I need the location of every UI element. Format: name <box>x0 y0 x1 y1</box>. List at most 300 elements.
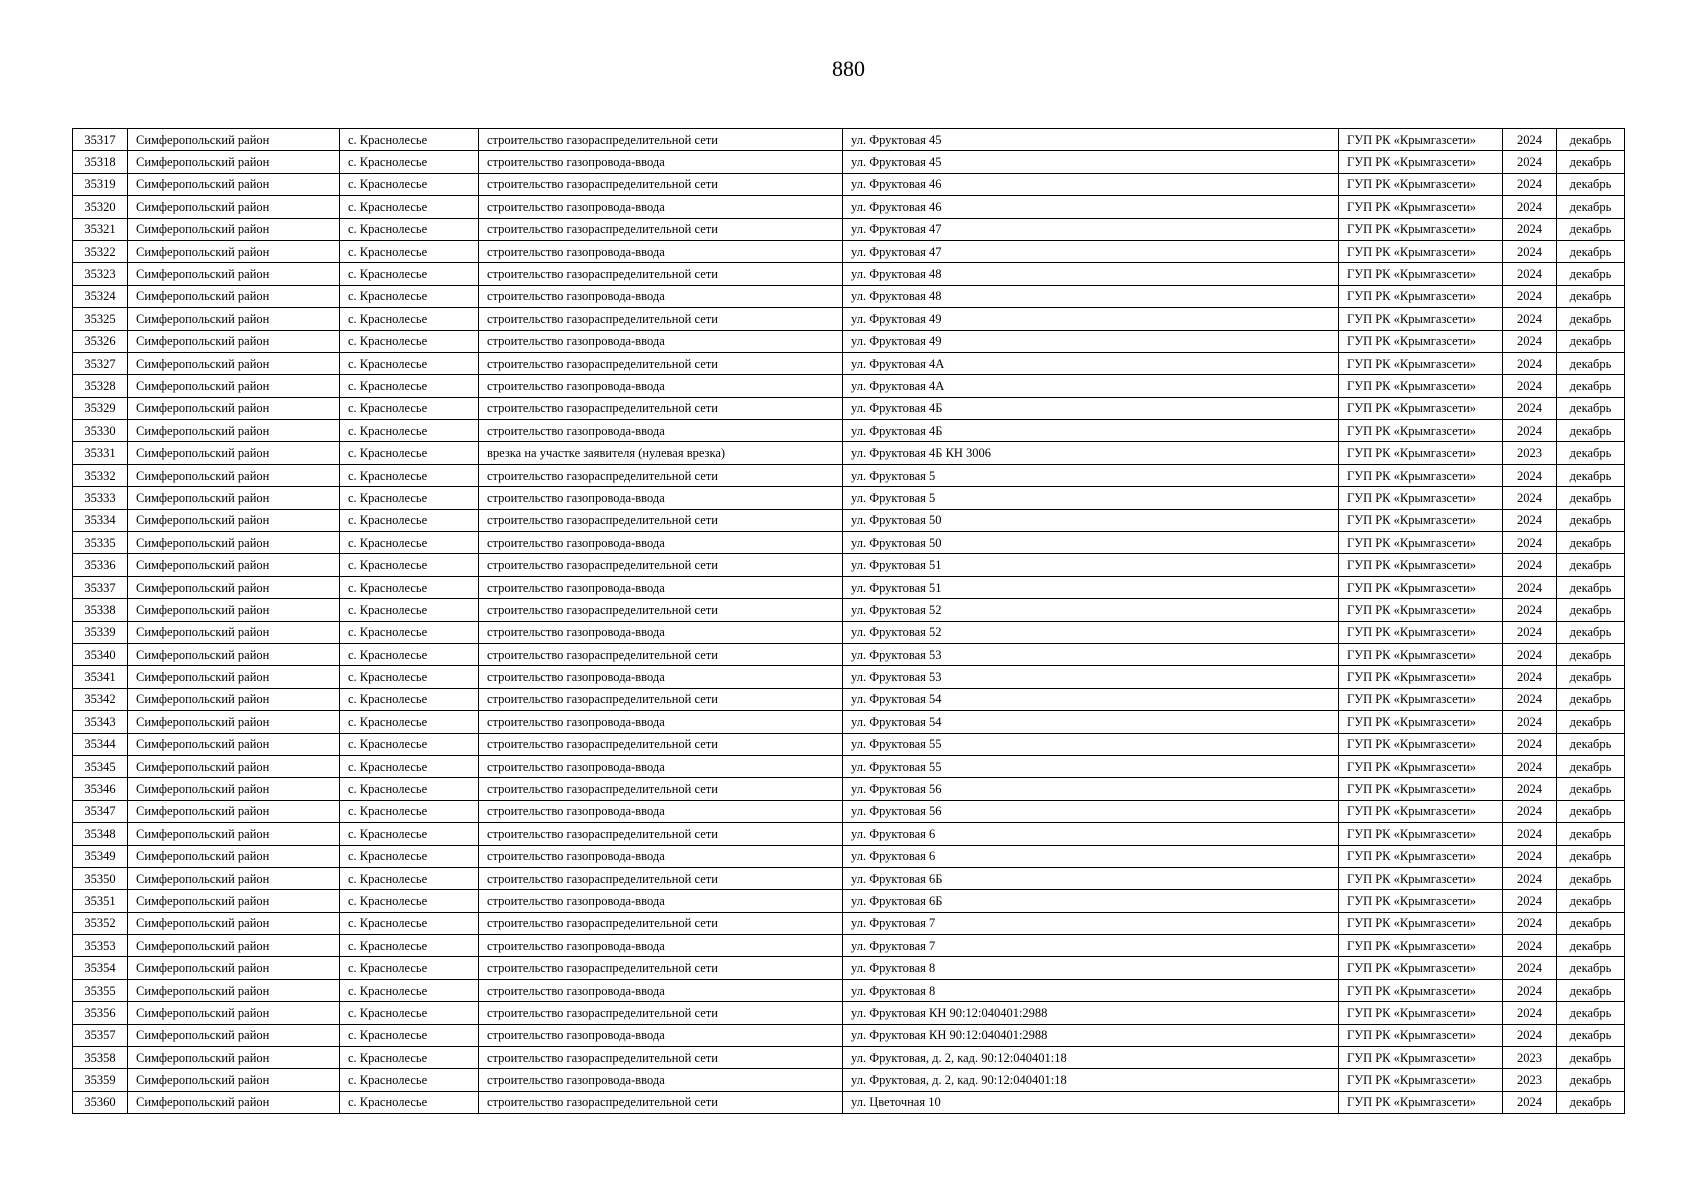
work-type-cell: строительство газораспределительной сети <box>479 867 843 889</box>
organization-cell: ГУП РК «Крымгазсети» <box>1339 1091 1503 1113</box>
record-number: 35340 <box>73 643 128 665</box>
year-cell: 2024 <box>1503 778 1557 800</box>
month-cell: декабрь <box>1557 285 1625 307</box>
organization-cell: ГУП РК «Крымгазсети» <box>1339 599 1503 621</box>
year-cell: 2024 <box>1503 643 1557 665</box>
district-cell: Симферопольский район <box>128 643 340 665</box>
year-cell: 2024 <box>1503 912 1557 934</box>
work-type-cell: строительство газораспределительной сети <box>479 1002 843 1024</box>
work-type-cell: строительство газопровода-ввода <box>479 151 843 173</box>
address-cell: ул. Фруктовая 47 <box>843 218 1339 240</box>
record-number: 35351 <box>73 890 128 912</box>
table-row <box>73 957 1625 979</box>
table-row <box>73 1069 1625 1091</box>
month-cell: декабрь <box>1557 330 1625 352</box>
work-type-cell: строительство газопровода-ввода <box>479 755 843 777</box>
settlement-cell: с. Краснолесье <box>340 643 479 665</box>
district-cell: Симферопольский район <box>128 285 340 307</box>
table-row <box>73 666 1625 688</box>
organization-cell: ГУП РК «Крымгазсети» <box>1339 666 1503 688</box>
month-cell: декабрь <box>1557 845 1625 867</box>
settlement-cell: с. Краснолесье <box>340 845 479 867</box>
district-cell: Симферопольский район <box>128 957 340 979</box>
month-cell: декабрь <box>1557 823 1625 845</box>
record-number: 35317 <box>73 129 128 151</box>
year-cell: 2024 <box>1503 554 1557 576</box>
month-cell: декабрь <box>1557 173 1625 195</box>
district-cell: Симферопольский район <box>128 912 340 934</box>
year-cell: 2024 <box>1503 263 1557 285</box>
table-row <box>73 263 1625 285</box>
organization-cell: ГУП РК «Крымгазсети» <box>1339 397 1503 419</box>
organization-cell: ГУП РК «Крымгазсети» <box>1339 755 1503 777</box>
work-type-cell: строительство газораспределительной сети <box>479 1091 843 1113</box>
work-type-cell: строительство газопровода-ввода <box>479 285 843 307</box>
settlement-cell: с. Краснолесье <box>340 912 479 934</box>
organization-cell: ГУП РК «Крымгазсети» <box>1339 845 1503 867</box>
month-cell: декабрь <box>1557 1069 1625 1091</box>
settlement-cell: с. Краснолесье <box>340 464 479 486</box>
table-row <box>73 711 1625 733</box>
organization-cell: ГУП РК «Крымгазсети» <box>1339 1002 1503 1024</box>
address-cell: ул. Фруктовая 55 <box>843 733 1339 755</box>
month-cell: декабрь <box>1557 621 1625 643</box>
year-cell: 2024 <box>1503 196 1557 218</box>
work-type-cell: строительство газопровода-ввода <box>479 711 843 733</box>
settlement-cell: с. Краснолесье <box>340 957 479 979</box>
organization-cell: ГУП РК «Крымгазсети» <box>1339 487 1503 509</box>
work-type-cell: строительство газораспределительной сети <box>479 218 843 240</box>
work-type-cell: строительство газораспределительной сети <box>479 733 843 755</box>
district-cell: Симферопольский район <box>128 1047 340 1069</box>
address-cell: ул. Фруктовая 52 <box>843 599 1339 621</box>
table-row <box>73 599 1625 621</box>
month-cell: декабрь <box>1557 733 1625 755</box>
district-cell: Симферопольский район <box>128 1091 340 1113</box>
district-cell: Симферопольский район <box>128 576 340 598</box>
settlement-cell: с. Краснолесье <box>340 420 479 442</box>
district-cell: Симферопольский район <box>128 420 340 442</box>
record-number: 35338 <box>73 599 128 621</box>
organization-cell: ГУП РК «Крымгазсети» <box>1339 688 1503 710</box>
district-cell: Симферопольский район <box>128 599 340 621</box>
year-cell: 2024 <box>1503 755 1557 777</box>
month-cell: декабрь <box>1557 935 1625 957</box>
work-type-cell: врезка на участке заявителя (нулевая врезка) <box>479 442 843 464</box>
address-cell: ул. Фруктовая 48 <box>843 285 1339 307</box>
record-number: 35356 <box>73 1002 128 1024</box>
work-type-cell: строительство газопровода-ввода <box>479 532 843 554</box>
year-cell: 2024 <box>1503 1002 1557 1024</box>
settlement-cell: с. Краснолесье <box>340 218 479 240</box>
settlement-cell: с. Краснолесье <box>340 308 479 330</box>
address-cell: ул. Цветочная 10 <box>843 1091 1339 1113</box>
year-cell: 2024 <box>1503 935 1557 957</box>
settlement-cell: с. Краснолесье <box>340 755 479 777</box>
address-cell: ул. Фруктовая 45 <box>843 129 1339 151</box>
work-type-cell: строительство газопровода-ввода <box>479 666 843 688</box>
year-cell: 2024 <box>1503 688 1557 710</box>
year-cell: 2024 <box>1503 173 1557 195</box>
address-cell: ул. Фруктовая 49 <box>843 308 1339 330</box>
settlement-cell: с. Краснолесье <box>340 240 479 262</box>
table-row <box>73 733 1625 755</box>
organization-cell: ГУП РК «Крымгазсети» <box>1339 823 1503 845</box>
organization-cell: ГУП РК «Крымгазсети» <box>1339 621 1503 643</box>
table-row <box>73 285 1625 307</box>
year-cell: 2024 <box>1503 308 1557 330</box>
table-row <box>73 173 1625 195</box>
month-cell: декабрь <box>1557 532 1625 554</box>
record-number: 35346 <box>73 778 128 800</box>
month-cell: декабрь <box>1557 957 1625 979</box>
record-number: 35321 <box>73 218 128 240</box>
district-cell: Симферопольский район <box>128 1002 340 1024</box>
month-cell: декабрь <box>1557 151 1625 173</box>
settlement-cell: с. Краснолесье <box>340 532 479 554</box>
record-number: 35347 <box>73 800 128 822</box>
address-cell: ул. Фруктовая 47 <box>843 240 1339 262</box>
year-cell: 2024 <box>1503 397 1557 419</box>
settlement-cell: с. Краснолесье <box>340 711 479 733</box>
year-cell: 2024 <box>1503 867 1557 889</box>
month-cell: декабрь <box>1557 196 1625 218</box>
record-number: 35319 <box>73 173 128 195</box>
district-cell: Симферопольский район <box>128 711 340 733</box>
organization-cell: ГУП РК «Крымгазсети» <box>1339 979 1503 1001</box>
district-cell: Симферопольский район <box>128 218 340 240</box>
district-cell: Симферопольский район <box>128 733 340 755</box>
record-number: 35348 <box>73 823 128 845</box>
table-row <box>73 308 1625 330</box>
record-number: 35337 <box>73 576 128 598</box>
table-row <box>73 867 1625 889</box>
month-cell: декабрь <box>1557 1024 1625 1046</box>
month-cell: декабрь <box>1557 912 1625 934</box>
district-cell: Симферопольский район <box>128 935 340 957</box>
record-number: 35335 <box>73 532 128 554</box>
table-row <box>73 979 1625 1001</box>
work-type-cell: строительство газораспределительной сети <box>479 823 843 845</box>
record-number: 35324 <box>73 285 128 307</box>
table-row <box>73 129 1625 151</box>
month-cell: декабрь <box>1557 487 1625 509</box>
district-cell: Симферопольский район <box>128 196 340 218</box>
district-cell: Симферопольский район <box>128 308 340 330</box>
address-cell: ул. Фруктовая 7 <box>843 912 1339 934</box>
district-cell: Симферопольский район <box>128 800 340 822</box>
month-cell: декабрь <box>1557 308 1625 330</box>
settlement-cell: с. Краснолесье <box>340 1047 479 1069</box>
work-type-cell: строительство газопровода-ввода <box>479 240 843 262</box>
month-cell: декабрь <box>1557 218 1625 240</box>
organization-cell: ГУП РК «Крымгазсети» <box>1339 912 1503 934</box>
record-number: 35360 <box>73 1091 128 1113</box>
work-type-cell: строительство газопровода-ввода <box>479 576 843 598</box>
year-cell: 2024 <box>1503 979 1557 1001</box>
month-cell: декабрь <box>1557 778 1625 800</box>
address-cell: ул. Фруктовая 49 <box>843 330 1339 352</box>
record-number: 35339 <box>73 621 128 643</box>
organization-cell: ГУП РК «Крымгазсети» <box>1339 509 1503 531</box>
register-body <box>73 129 1625 1114</box>
settlement-cell: с. Краснолесье <box>340 1069 479 1091</box>
settlement-cell: с. Краснолесье <box>340 979 479 1001</box>
settlement-cell: с. Краснолесье <box>340 890 479 912</box>
settlement-cell: с. Краснолесье <box>340 285 479 307</box>
organization-cell: ГУП РК «Крымгазсети» <box>1339 1069 1503 1091</box>
month-cell: декабрь <box>1557 643 1625 665</box>
organization-cell: ГУП РК «Крымгазсети» <box>1339 532 1503 554</box>
district-cell: Симферопольский район <box>128 688 340 710</box>
work-type-cell: строительство газораспределительной сети <box>479 957 843 979</box>
record-number: 35330 <box>73 420 128 442</box>
organization-cell: ГУП РК «Крымгазсети» <box>1339 733 1503 755</box>
work-type-cell: строительство газопровода-ввода <box>479 1069 843 1091</box>
year-cell: 2024 <box>1503 352 1557 374</box>
record-number: 35332 <box>73 464 128 486</box>
table-row <box>73 240 1625 262</box>
settlement-cell: с. Краснолесье <box>340 733 479 755</box>
work-type-cell: строительство газораспределительной сети <box>479 263 843 285</box>
work-type-cell: строительство газораспределительной сети <box>479 599 843 621</box>
table-row <box>73 621 1625 643</box>
table-row <box>73 397 1625 419</box>
organization-cell: ГУП РК «Крымгазсети» <box>1339 711 1503 733</box>
table-row <box>73 688 1625 710</box>
record-number: 35320 <box>73 196 128 218</box>
record-number: 35352 <box>73 912 128 934</box>
address-cell: ул. Фруктовая 56 <box>843 800 1339 822</box>
table-row <box>73 420 1625 442</box>
year-cell: 2024 <box>1503 733 1557 755</box>
table-row <box>73 845 1625 867</box>
table-row <box>73 196 1625 218</box>
address-cell: ул. Фруктовая 6 <box>843 845 1339 867</box>
address-cell: ул. Фруктовая 5 <box>843 487 1339 509</box>
district-cell: Симферопольский район <box>128 532 340 554</box>
settlement-cell: с. Краснолесье <box>340 509 479 531</box>
organization-cell: ГУП РК «Крымгазсети» <box>1339 240 1503 262</box>
month-cell: декабрь <box>1557 375 1625 397</box>
work-type-cell: строительство газораспределительной сети <box>479 509 843 531</box>
year-cell: 2024 <box>1503 576 1557 598</box>
work-type-cell: строительство газораспределительной сети <box>479 912 843 934</box>
organization-cell: ГУП РК «Крымгазсети» <box>1339 420 1503 442</box>
address-cell: ул. Фруктовая 4Б КН 3006 <box>843 442 1339 464</box>
work-type-cell: строительство газораспределительной сети <box>479 173 843 195</box>
work-type-cell: строительство газопровода-ввода <box>479 621 843 643</box>
year-cell: 2024 <box>1503 464 1557 486</box>
record-number: 35344 <box>73 733 128 755</box>
district-cell: Симферопольский район <box>128 375 340 397</box>
work-type-cell: строительство газораспределительной сети <box>479 643 843 665</box>
table-row <box>73 576 1625 598</box>
district-cell: Симферопольский район <box>128 509 340 531</box>
work-type-cell: строительство газораспределительной сети <box>479 1047 843 1069</box>
record-number: 35350 <box>73 867 128 889</box>
year-cell: 2024 <box>1503 599 1557 621</box>
table-row <box>73 778 1625 800</box>
work-type-cell: строительство газораспределительной сети <box>479 352 843 374</box>
work-type-cell: строительство газораспределительной сети <box>479 397 843 419</box>
table-row <box>73 890 1625 912</box>
settlement-cell: с. Краснолесье <box>340 666 479 688</box>
district-cell: Симферопольский район <box>128 890 340 912</box>
district-cell: Симферопольский район <box>128 487 340 509</box>
settlement-cell: с. Краснолесье <box>340 151 479 173</box>
month-cell: декабрь <box>1557 263 1625 285</box>
settlement-cell: с. Краснолесье <box>340 1091 479 1113</box>
district-cell: Симферопольский район <box>128 621 340 643</box>
table-row <box>73 151 1625 173</box>
month-cell: декабрь <box>1557 240 1625 262</box>
register-table <box>72 128 1625 1114</box>
table-row <box>73 532 1625 554</box>
address-cell: ул. Фруктовая 4Б <box>843 420 1339 442</box>
table-row <box>73 643 1625 665</box>
table-row <box>73 218 1625 240</box>
address-cell: ул. Фруктовая 4Б <box>843 397 1339 419</box>
address-cell: ул. Фруктовая 6Б <box>843 867 1339 889</box>
month-cell: декабрь <box>1557 867 1625 889</box>
organization-cell: ГУП РК «Крымгазсети» <box>1339 129 1503 151</box>
address-cell: ул. Фруктовая 6Б <box>843 890 1339 912</box>
settlement-cell: с. Краснолесье <box>340 442 479 464</box>
record-number: 35353 <box>73 935 128 957</box>
year-cell: 2024 <box>1503 621 1557 643</box>
settlement-cell: с. Краснолесье <box>340 173 479 195</box>
organization-cell: ГУП РК «Крымгазсети» <box>1339 308 1503 330</box>
table-row <box>73 375 1625 397</box>
settlement-cell: с. Краснолесье <box>340 352 479 374</box>
month-cell: декабрь <box>1557 755 1625 777</box>
month-cell: декабрь <box>1557 397 1625 419</box>
organization-cell: ГУП РК «Крымгазсети» <box>1339 330 1503 352</box>
table-row <box>73 442 1625 464</box>
record-number: 35333 <box>73 487 128 509</box>
address-cell: ул. Фруктовая 52 <box>843 621 1339 643</box>
address-cell: ул. Фруктовая 54 <box>843 711 1339 733</box>
table-row <box>73 935 1625 957</box>
record-number: 35318 <box>73 151 128 173</box>
page-number: 880 <box>832 56 865 81</box>
settlement-cell: с. Краснолесье <box>340 330 479 352</box>
address-cell: ул. Фруктовая 50 <box>843 509 1339 531</box>
address-cell: ул. Фруктовая 51 <box>843 554 1339 576</box>
table-row <box>73 1091 1625 1113</box>
organization-cell: ГУП РК «Крымгазсети» <box>1339 218 1503 240</box>
work-type-cell: строительство газораспределительной сети <box>479 778 843 800</box>
month-cell: декабрь <box>1557 688 1625 710</box>
address-cell: ул. Фруктовая 51 <box>843 576 1339 598</box>
organization-cell: ГУП РК «Крымгазсети» <box>1339 375 1503 397</box>
address-cell: ул. Фруктовая 55 <box>843 755 1339 777</box>
year-cell: 2024 <box>1503 845 1557 867</box>
work-type-cell: строительство газопровода-ввода <box>479 845 843 867</box>
organization-cell: ГУП РК «Крымгазсети» <box>1339 352 1503 374</box>
district-cell: Симферопольский район <box>128 979 340 1001</box>
work-type-cell: строительство газопровода-ввода <box>479 487 843 509</box>
address-cell: ул. Фруктовая, д. 2, кад. 90:12:040401:18 <box>843 1069 1339 1091</box>
district-cell: Симферопольский район <box>128 173 340 195</box>
district-cell: Симферопольский район <box>128 129 340 151</box>
year-cell: 2024 <box>1503 800 1557 822</box>
month-cell: декабрь <box>1557 1091 1625 1113</box>
record-number: 35325 <box>73 308 128 330</box>
record-number: 35349 <box>73 845 128 867</box>
organization-cell: ГУП РК «Крымгазсети» <box>1339 576 1503 598</box>
organization-cell: ГУП РК «Крымгазсети» <box>1339 151 1503 173</box>
settlement-cell: с. Краснолесье <box>340 1024 479 1046</box>
month-cell: декабрь <box>1557 800 1625 822</box>
settlement-cell: с. Краснолесье <box>340 375 479 397</box>
address-cell: ул. Фруктовая 46 <box>843 173 1339 195</box>
settlement-cell: с. Краснолесье <box>340 129 479 151</box>
address-cell: ул. Фруктовая 48 <box>843 263 1339 285</box>
settlement-cell: с. Краснолесье <box>340 800 479 822</box>
year-cell: 2023 <box>1503 442 1557 464</box>
year-cell: 2024 <box>1503 957 1557 979</box>
record-number: 35343 <box>73 711 128 733</box>
work-type-cell: строительство газопровода-ввода <box>479 420 843 442</box>
record-number: 35345 <box>73 755 128 777</box>
district-cell: Симферопольский район <box>128 867 340 889</box>
table-row <box>73 1002 1625 1024</box>
month-cell: декабрь <box>1557 554 1625 576</box>
district-cell: Симферопольский район <box>128 1069 340 1091</box>
work-type-cell: строительство газопровода-ввода <box>479 196 843 218</box>
table-row <box>73 1024 1625 1046</box>
record-number: 35355 <box>73 979 128 1001</box>
month-cell: декабрь <box>1557 599 1625 621</box>
month-cell: декабрь <box>1557 352 1625 374</box>
organization-cell: ГУП РК «Крымгазсети» <box>1339 778 1503 800</box>
district-cell: Симферопольский район <box>128 442 340 464</box>
work-type-cell: строительство газопровода-ввода <box>479 890 843 912</box>
district-cell: Симферопольский район <box>128 240 340 262</box>
organization-cell: ГУП РК «Крымгазсети» <box>1339 1024 1503 1046</box>
address-cell: ул. Фруктовая 4А <box>843 352 1339 374</box>
organization-cell: ГУП РК «Крымгазсети» <box>1339 285 1503 307</box>
work-type-cell: строительство газораспределительной сети <box>479 464 843 486</box>
table-row <box>73 755 1625 777</box>
record-number: 35329 <box>73 397 128 419</box>
district-cell: Симферопольский район <box>128 330 340 352</box>
organization-cell: ГУП РК «Крымгазсети» <box>1339 442 1503 464</box>
address-cell: ул. Фруктовая 8 <box>843 979 1339 1001</box>
address-cell: ул. Фруктовая 56 <box>843 778 1339 800</box>
record-number: 35326 <box>73 330 128 352</box>
address-cell: ул. Фруктовая 7 <box>843 935 1339 957</box>
settlement-cell: с. Краснолесье <box>340 1002 479 1024</box>
settlement-cell: с. Краснолесье <box>340 196 479 218</box>
year-cell: 2024 <box>1503 666 1557 688</box>
organization-cell: ГУП РК «Крымгазсети» <box>1339 554 1503 576</box>
record-number: 35357 <box>73 1024 128 1046</box>
organization-cell: ГУП РК «Крымгазсети» <box>1339 464 1503 486</box>
address-cell: ул. Фруктовая 46 <box>843 196 1339 218</box>
record-number: 35342 <box>73 688 128 710</box>
settlement-cell: с. Краснолесье <box>340 778 479 800</box>
district-cell: Симферопольский район <box>128 666 340 688</box>
district-cell: Симферопольский район <box>128 554 340 576</box>
organization-cell: ГУП РК «Крымгазсети» <box>1339 263 1503 285</box>
address-cell: ул. Фруктовая 6 <box>843 823 1339 845</box>
table-row <box>73 823 1625 845</box>
district-cell: Симферопольский район <box>128 352 340 374</box>
work-type-cell: строительство газораспределительной сети <box>479 129 843 151</box>
